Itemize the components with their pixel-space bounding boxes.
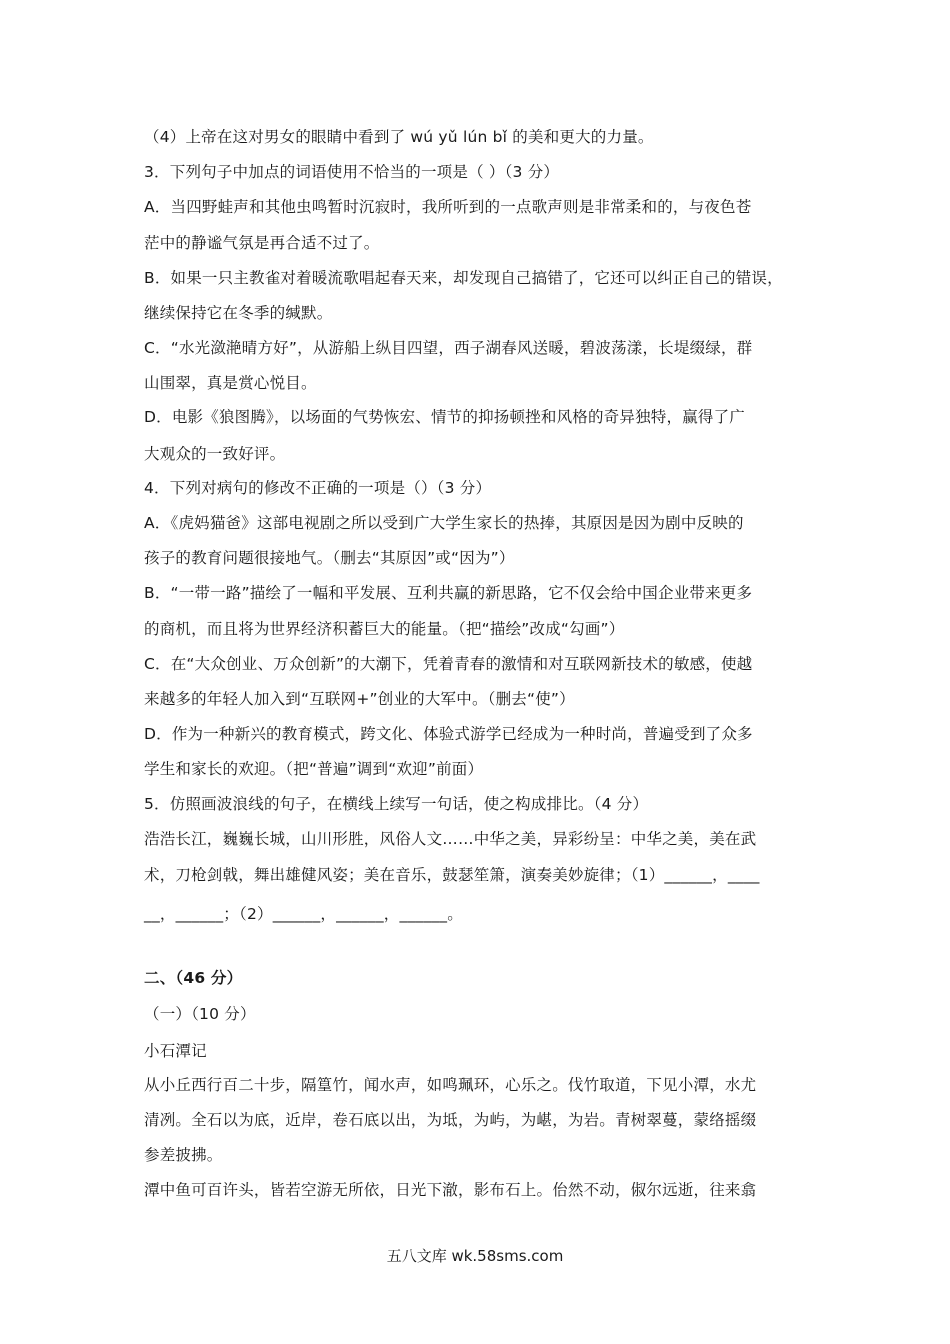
question-3-option-a: A．当四野蛙声和其他虫鸣暂时沉寂时，我所听到的一点歌声则是非常柔和的，与夜色苍 bbox=[144, 198, 752, 216]
passage-line: 参差披拂。 bbox=[144, 1146, 223, 1164]
question-4-option-c: C．在“大众创业、万众创新”的大潮下，凭着青春的激情和对互联网新技术的敏感，使越 bbox=[144, 655, 753, 673]
text-line: 大观众的一致好评。 bbox=[144, 445, 286, 463]
text-line: 孩子的教育问题很接地气。（删去“其原因”或“因为”） bbox=[144, 549, 515, 567]
text-line: （4）上帝在这对男女的眼睛中看到了 wú yǔ lún bǐ 的美和更大的力量。 bbox=[144, 128, 654, 146]
text-line: 学生和家长的欢迎。（把“普遍”调到“欢迎”前面） bbox=[144, 760, 484, 778]
question-3-stem: 3．下列句子中加点的词语使用不恰当的一项是（ ）（3 分） bbox=[144, 163, 560, 181]
passage-line: 清冽。全石以为底，近岸，卷石底以出，为坻，为屿，为嵁，为岩。青树翠蔓，蒙络摇缀 bbox=[144, 1111, 757, 1129]
subsection-heading: （一）（10 分） bbox=[144, 1005, 256, 1023]
question-3-option-d: D．电影《狼图腾》，以场面的气势恢宏、情节的抑扬顿挫和风格的奇异独特，赢得了广 bbox=[144, 408, 745, 426]
text-line: 来越多的年轻人加入到“互联网+”创业的大军中。（删去“使”） bbox=[144, 690, 575, 708]
text-line: __，______；（2）______，______，______。 bbox=[144, 905, 463, 923]
question-4-option-b: B．“一带一路”描绘了一幅和平发展、互利共赢的新思路，它不仅会给中国企业带来更多 bbox=[144, 584, 753, 602]
question-5-stem: 5．仿照画波浪线的句子，在横线上续写一句话，使之构成排比。（4 分） bbox=[144, 795, 649, 813]
question-4-option-a: A．《虎妈猫爸》这部电视剧之所以受到广大学生家长的热捧，其原因是因为剧中反映的 bbox=[144, 514, 744, 532]
question-3-option-b: B．如果一只主教雀对着暖流歌唱起春天来，却发现自己搞错了，它还可以纠正自己的错误， bbox=[144, 269, 783, 287]
question-4-stem: 4．下列对病句的修改不正确的一项是（）（3 分） bbox=[144, 479, 492, 497]
page-footer: 五八文库 wk.58sms.com bbox=[386, 1247, 564, 1265]
question-4-option-d: D．作为一种新兴的教育模式，跨文化、体验式游学已经成为一种时尚，普遍受到了众多 bbox=[144, 725, 753, 743]
text-line: 茫中的静谧气氛是再合适不过了。 bbox=[144, 234, 380, 252]
question-3-option-c: C．“水光潋滟晴方好”，从游船上纵目四望，西子湖春风送暖，碧波荡漾，长堤缀绿，群 bbox=[144, 339, 753, 357]
text-line: 山围翠，真是赏心悦目。 bbox=[144, 374, 317, 392]
passage-line: 潭中鱼可百许头，皆若空游无所依，日光下澈，影布石上。佁然不动，俶尔远逝，往来翕 bbox=[144, 1181, 757, 1199]
passage-title: 小石潭记 bbox=[144, 1042, 207, 1060]
text-line: 浩浩长江，巍巍长城，山川形胜，风俗人文……中华之美，异彩纷呈：中华之美，美在武 bbox=[144, 830, 757, 848]
text-line: 继续保持它在冬季的缄默。 bbox=[144, 304, 333, 322]
text-line: 的商机，而且将为世界经济积蓄巨大的能量。（把“描绘”改成“勾画”） bbox=[144, 620, 625, 638]
passage-line: 从小丘西行百二十步，隔篁竹，闻水声，如鸣珮环，心乐之。伐竹取道，下见小潭，水尤 bbox=[144, 1076, 757, 1094]
section-heading: 二、（46 分） bbox=[144, 969, 243, 987]
text-line: 术，刀枪剑戟，舞出雄健风姿；美在音乐，鼓瑟笙箫，演奏美妙旋律；（1）______，____ bbox=[144, 866, 760, 884]
